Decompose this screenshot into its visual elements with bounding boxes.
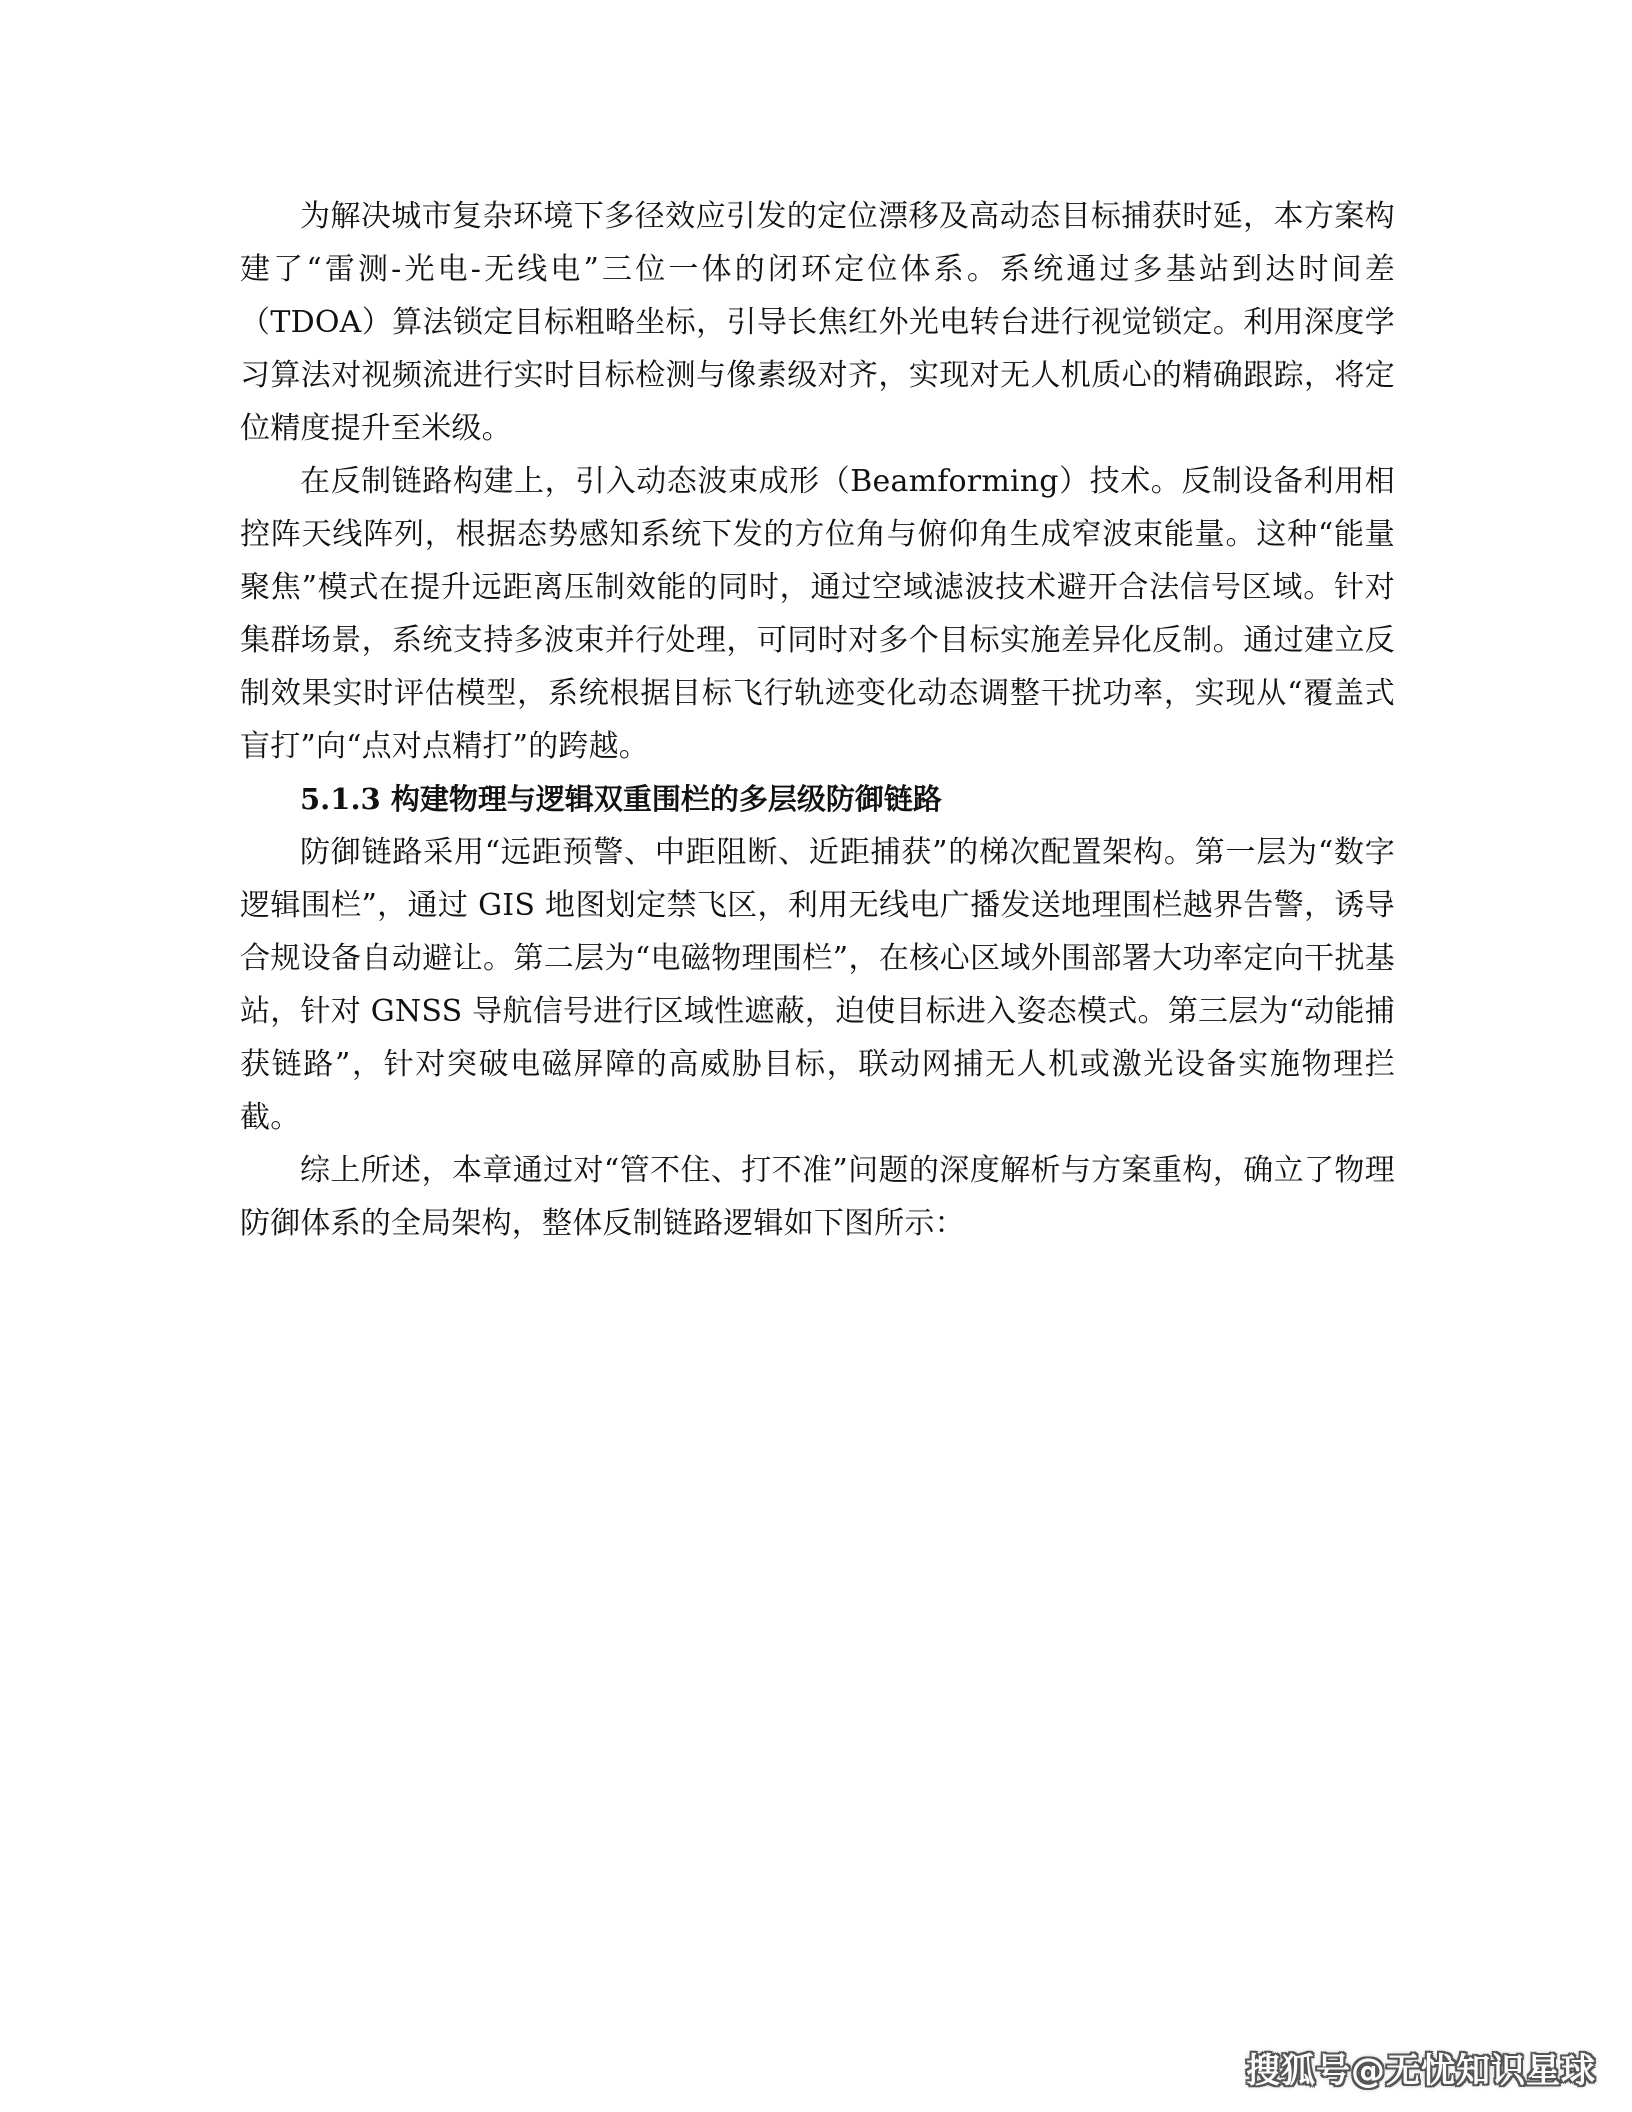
watermark-text: 搜狐号@无忧知识星球: [1246, 2051, 1596, 2091]
document-body: [240, 190, 1395, 1250]
section-heading: 5.1.3 构建物理与逻辑双重围栏的多层级防御链路: [300, 782, 942, 816]
paragraph-summary: 综上所述，本章通过对“管不住、打不准”问题的深度解析与方案重构，确立了物理防御体系的全局架构，整体反制链路逻辑如下图所示：: [240, 1153, 1395, 1241]
paragraph-defense-layers: 防御链路采用“远距预警、中距阻断、近距捕获”的梯次配置架构。第一层为“数字逻辑围栏”，通过 GIS 地图划定禁飞区，利用无线电广播发送地理围栏越界告警，诱导合规设备自动避让。第二层为“电磁物理围栏”，在核心区域外围部署大功率定向干扰基站，针对 GNSS 导航信号进行区域性遮蔽，迫使目标进入姿态模式。第三层为“动能捕获链路”，针对突破电磁屏障的高威胁目标，联动网捕无人机或激光设备实施物理拦截。: [240, 835, 1395, 1135]
paragraph-countermeasure-link: 在反制链路构建上，引入动态波束成形（Beamforming）技术。反制设备利用相控阵天线阵列，根据态势感知系统下发的方位角与俯仰角生成窄波束能量。这种“能量聚焦”模式在提升远距离压制效能的同时，通过空域滤波技术避开合法信号区域。针对集群场景，系统支持多波束并行处理，可同时对多个目标实施差异化反制。通过建立反制效果实时评估模型，系统根据目标飞行轨迹变化动态调整干扰功率，实现从“覆盖式盲打”向“点对点精打”的跨越。: [240, 464, 1395, 764]
paragraph-positioning-system: 为解决城市复杂环境下多径效应引发的定位漂移及高动态目标捕获时延，本方案构建了“雷测-光电-无线电”三位一体的闭环定位体系。系统通过多基站到达时间差（TDOA）算法锁定目标粗略坐标，引导长焦红外光电转台进行视觉锁定。利用深度学习算法对视频流进行实时目标检测与像素级对齐，实现对无人机质心的精确跟踪，将定位精度提升至米级。: [240, 199, 1395, 446]
